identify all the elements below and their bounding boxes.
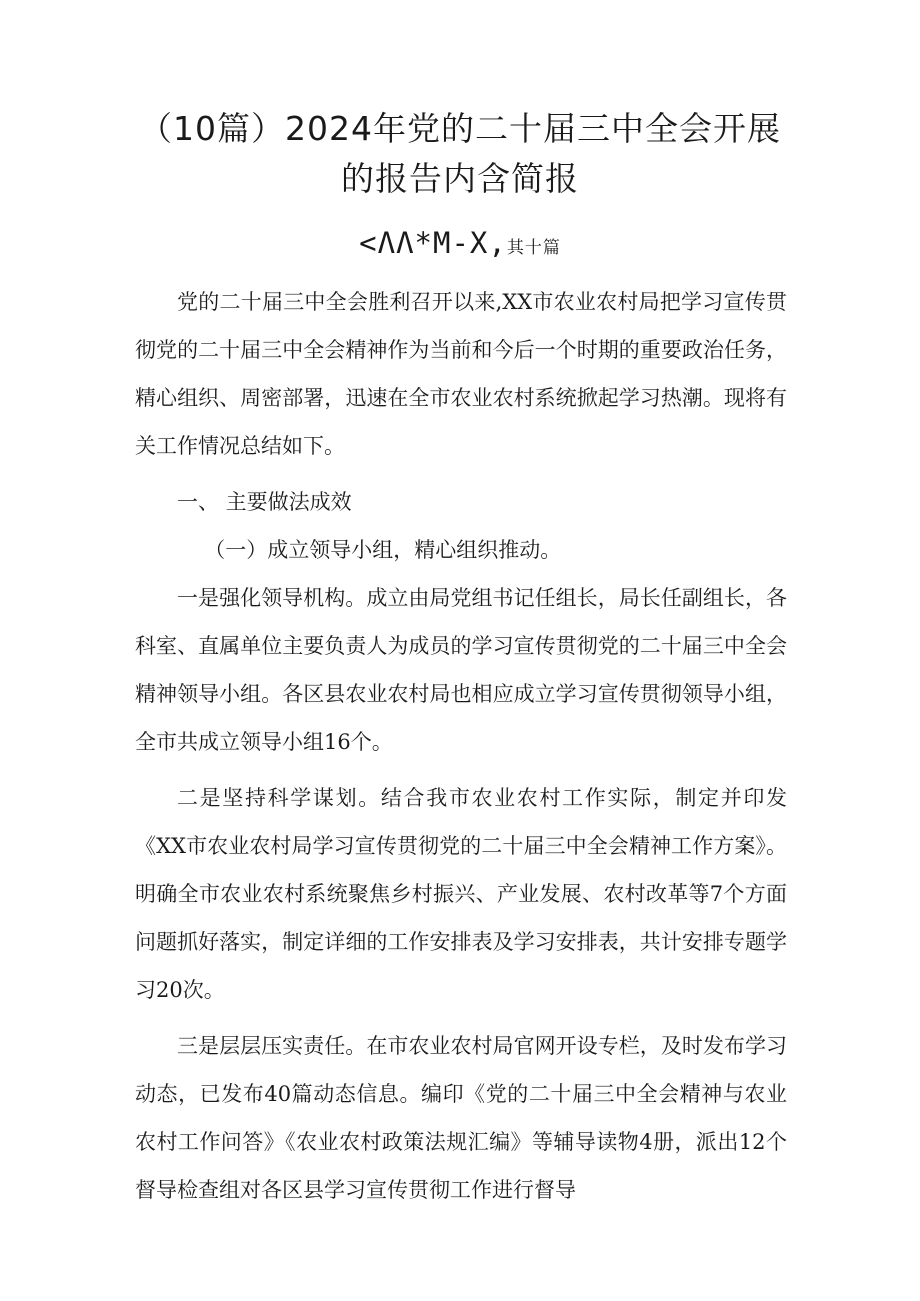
subtitle-count: 其十篇 bbox=[506, 238, 561, 258]
section-heading-1: 一、 主要做法成效 bbox=[177, 490, 352, 514]
document-title-line-2: 的报告内含简报 bbox=[341, 159, 579, 198]
paragraph-planning: 二是坚持科学谋划。结合我市农业农村工作实际，制定并印发《XX市农业农村局学习宣传贯彻党的二十届三中全会精神工作方案》。明确全市农业农村系统聚焦乡村振兴、产业发展、农村改革等7个方面问题抓好落实，制定详细的工作安排表及学习安排表，共计安排专题学习20次。 bbox=[135, 786, 787, 1002]
subsection-heading-1: （一）成立领导小组，精心组织推动。 bbox=[204, 538, 562, 562]
paragraph-leadership: 一是强化领导机构。成立由局党组书记任组长，局长任副组长，各科室、直属单位主要负责人为成员的学习宣传贯彻党的二十届三中全会精神领导小组。各区县农业农村局也相应成立学习宣传贯彻领导小组，全市共成立领导小组16个。 bbox=[135, 586, 787, 754]
document-body bbox=[135, 278, 787, 1214]
subtitle-symbols: <ΛΛ*M-X, bbox=[359, 226, 507, 260]
paragraph-responsibility: 三是层层压实责任。在市农业农村局官网开设专栏，及时发布学习动态，已发布40篇动态信息。编印《党的二十届三中全会精神与农业农村工作问答》《农业农村政策法规汇编》等辅导读物4册，派出12个督导检查组对各区县学习宣传贯彻工作进行督导 bbox=[135, 1034, 787, 1202]
document-subtitle bbox=[0, 226, 920, 260]
document-title-line-1: （10篇）2024年党的二十届三中全会开展 bbox=[139, 109, 781, 148]
paragraph-intro: 党的二十届三中全会胜利召开以来,XX市农业农村局把学习宣传贯彻党的二十届三中全会精神作为当前和今后一个时期的重要政治任务，精心组织、周密部署，迅速在全市农业农村系统掀起学习热潮。现将有关工作情况总结如下。 bbox=[135, 290, 787, 458]
